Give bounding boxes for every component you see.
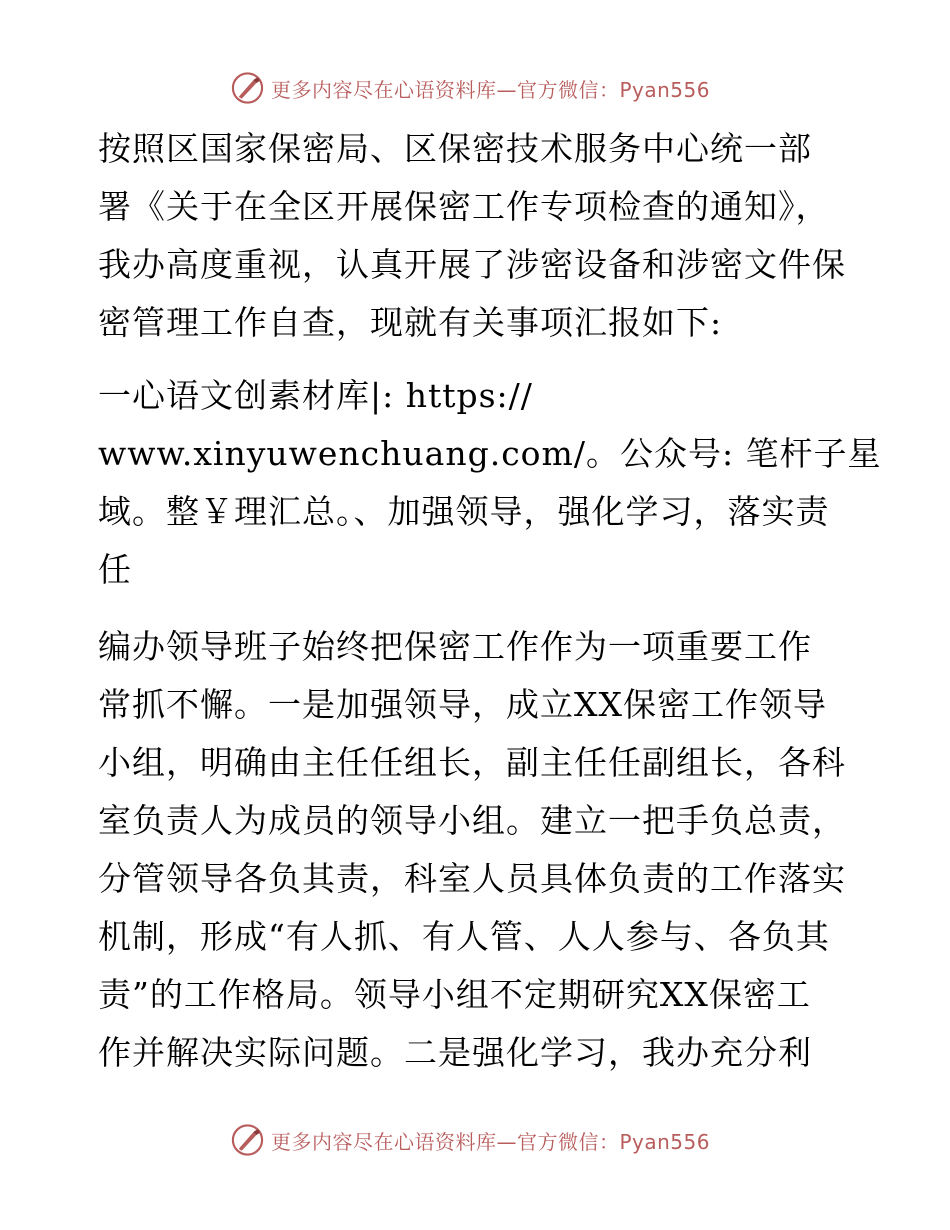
text-line: 责”的工作格局。领导小组不定期研究XX保密工	[98, 975, 811, 1014]
header-banner	[230, 68, 710, 108]
text-line: 编办领导班子始终把保密工作作为一项重要工作	[98, 627, 812, 666]
text-line: 任	[98, 550, 132, 589]
footer-banner-text: 更多内容尽在心语资料库—官方微信：Pyan556	[270, 1129, 710, 1154]
text-line: www.xinyuwenchuang.com/。公众号: 笔杆子星	[98, 434, 882, 473]
paragraph-section-heading	[98, 367, 882, 599]
paragraph-intro	[98, 120, 858, 352]
text-line: 常抓不懈。一是加强领导，成立XX保密工作领导	[98, 685, 827, 724]
text-line: 域。整￥理汇总。、加强领导，强化学习，落实责	[98, 492, 830, 531]
text-line: 机制，形成“有人抓、有人管、人人参与、各负其	[98, 917, 830, 956]
paragraph-body	[98, 618, 858, 1082]
text-line: 作并解决实际问题。二是强化学习，我办充分利	[98, 1033, 812, 1072]
text-line: 一心语文创素材库|: https://	[98, 376, 533, 415]
text-line: 室负责人为成员的领导小组。建立一把手负总责，	[98, 801, 846, 840]
text-line: 小组，明确由主任任组长，副主任任副组长，各科	[98, 743, 846, 782]
text-line: 分管领导各负其责，科室人员具体负责的工作落实	[98, 859, 846, 898]
text-line: 署《关于在全区开展保密工作专项检查的通知》，	[98, 187, 830, 226]
text-line: 按照区国家保密局、区保密技术服务中心统一部	[98, 129, 812, 168]
quill-logo-icon	[230, 70, 265, 106]
text-line: 我办高度重视，认真开展了涉密设备和涉密文件保	[98, 245, 846, 284]
header-banner-text: 更多内容尽在心语资料库—官方微信：Pyan556	[270, 77, 710, 102]
text-line: 密管理工作自查，现就有关事项汇报如下:	[98, 303, 723, 342]
footer-banner	[230, 1120, 710, 1160]
quill-logo-icon	[230, 1122, 265, 1158]
